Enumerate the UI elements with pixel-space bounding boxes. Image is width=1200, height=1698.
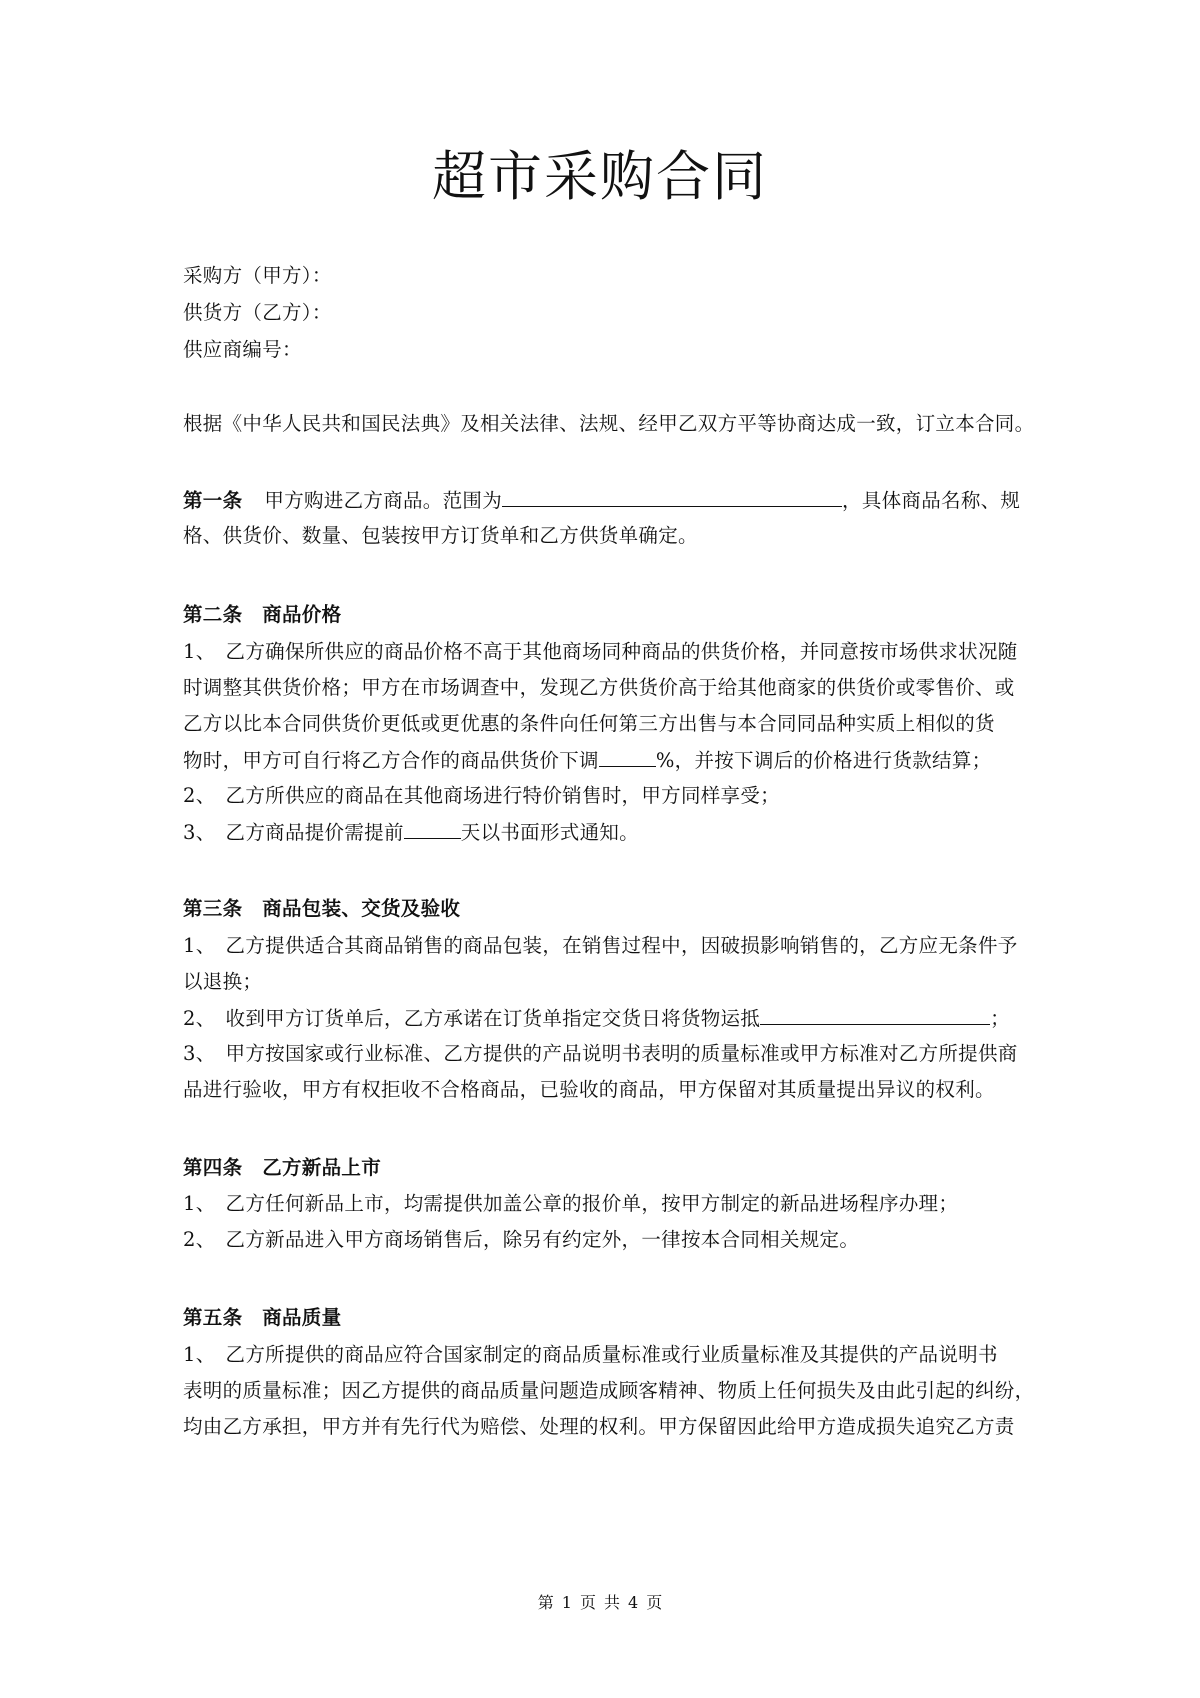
article-4-line-2: 2、 乙方新品进入甲方商场销售后，除另有约定外，一律按本合同相关规定。	[183, 1228, 860, 1251]
article-3-line-3	[183, 1004, 1010, 1033]
article-1-line-1	[183, 486, 1020, 515]
document-title: 超市采购合同	[432, 145, 768, 208]
footer-ye: 页	[579, 1593, 596, 1612]
article-1-text-a: 甲方购进乙方商品。范围为	[264, 489, 503, 512]
article-3-line-3-text-b: ；	[990, 1007, 1010, 1030]
article-2-line-5: 2、 乙方所供应的商品在其他商场进行特价销售时，甲方同样享受；	[183, 784, 780, 807]
article-3-heading: 第三条 商品包装、交货及验收	[183, 897, 461, 920]
total-pages: 4	[628, 1593, 639, 1612]
article-5-heading: 第五条 商品质量	[183, 1306, 342, 1329]
article-2-line-6-text-b: 天以书面形式通知。	[460, 821, 639, 844]
article-2-line-6	[183, 818, 639, 847]
scope-blank	[502, 486, 842, 507]
footer-di: 第	[537, 1593, 554, 1612]
article-1-line-2: 格、供货价、数量、包装按甲方订货单和乙方供货单确定。	[183, 524, 698, 547]
article-2-line-3: 乙方以比本合同供货价更低或更优惠的条件向任何第三方出售与本合同同品种实质上相似的货	[183, 712, 995, 735]
buyer-field: 采购方（甲方）：	[183, 264, 332, 287]
article-3-line-5: 品进行验收，甲方有权拒收不合格商品，已验收的商品，甲方保留对其质量提出异议的权利。	[183, 1078, 995, 1101]
footer-ye-2: 页	[646, 1593, 663, 1612]
footer-gong: 共	[604, 1593, 621, 1612]
article-2-line-6-text-a: 3、 乙方商品提价需提前	[183, 821, 404, 844]
article-3-line-2: 以退换；	[183, 970, 263, 993]
article-1-text-b: ，具体商品名称、规	[842, 489, 1021, 512]
page-footer	[0, 1592, 1200, 1614]
page-number: 1	[561, 1593, 572, 1612]
article-4-line-1: 1、 乙方任何新品上市，均需提供加盖公章的报价单，按甲方制定的新品进场程序办理；	[183, 1192, 959, 1215]
article-2-heading: 第二条 商品价格	[183, 603, 342, 626]
article-3-line-4: 3、 甲方按国家或行业标准、乙方提供的产品说明书表明的质量标准或甲方标准对乙方所提供商	[183, 1042, 1018, 1065]
article-4-heading: 第四条 乙方新品上市	[183, 1156, 382, 1179]
article-3-line-3-text-a: 2、 收到甲方订货单后，乙方承诺在订货单指定交货日将货物运抵	[183, 1007, 761, 1030]
article-1-heading: 第一条	[183, 489, 243, 512]
article-2-line-4-text-a: 物时，甲方可自行将乙方合作的商品供货价下调	[183, 749, 599, 772]
delivery-location-blank	[760, 1004, 990, 1025]
article-5-line-1: 1、 乙方所提供的商品应符合国家制定的商品质量标准或行业质量标准及其提供的产品说明书	[183, 1343, 998, 1366]
article-2-line-2: 时调整其供货价格；甲方在市场调查中，发现乙方供货价高于给其他商家的供货价或零售价、或	[183, 676, 1015, 699]
discount-blank	[599, 746, 656, 767]
preamble: 根据《中华人民共和国民法典》及相关法律、法规、经甲乙双方平等协商达成一致，订立本合同。	[183, 412, 1035, 435]
article-3-line-1: 1、 乙方提供适合其商品销售的商品包装，在销售过程中，因破损影响销售的，乙方应无条件予	[183, 934, 1018, 957]
article-5-line-2: 表明的质量标准；因乙方提供的商品质量问题造成顾客精神、物质上任何损失及由此引起的纠纷，	[183, 1379, 1035, 1402]
supplier-field: 供货方（乙方）：	[183, 301, 332, 324]
article-2-line-4	[183, 746, 991, 775]
article-2-line-1: 1、 乙方确保所供应的商品价格不高于其他商场同种商品的供货价格，并同意按市场供求状况随	[183, 640, 1018, 663]
article-5-line-3: 均由乙方承担，甲方并有先行代为赔偿、处理的权利。甲方保留因此给甲方造成损失追究乙方责	[183, 1415, 1015, 1438]
article-2-line-4-text-b: %，并按下调后的价格进行货款结算；	[655, 749, 992, 772]
notice-days-blank	[404, 818, 461, 839]
supplier-number-field: 供应商编号：	[183, 338, 302, 361]
